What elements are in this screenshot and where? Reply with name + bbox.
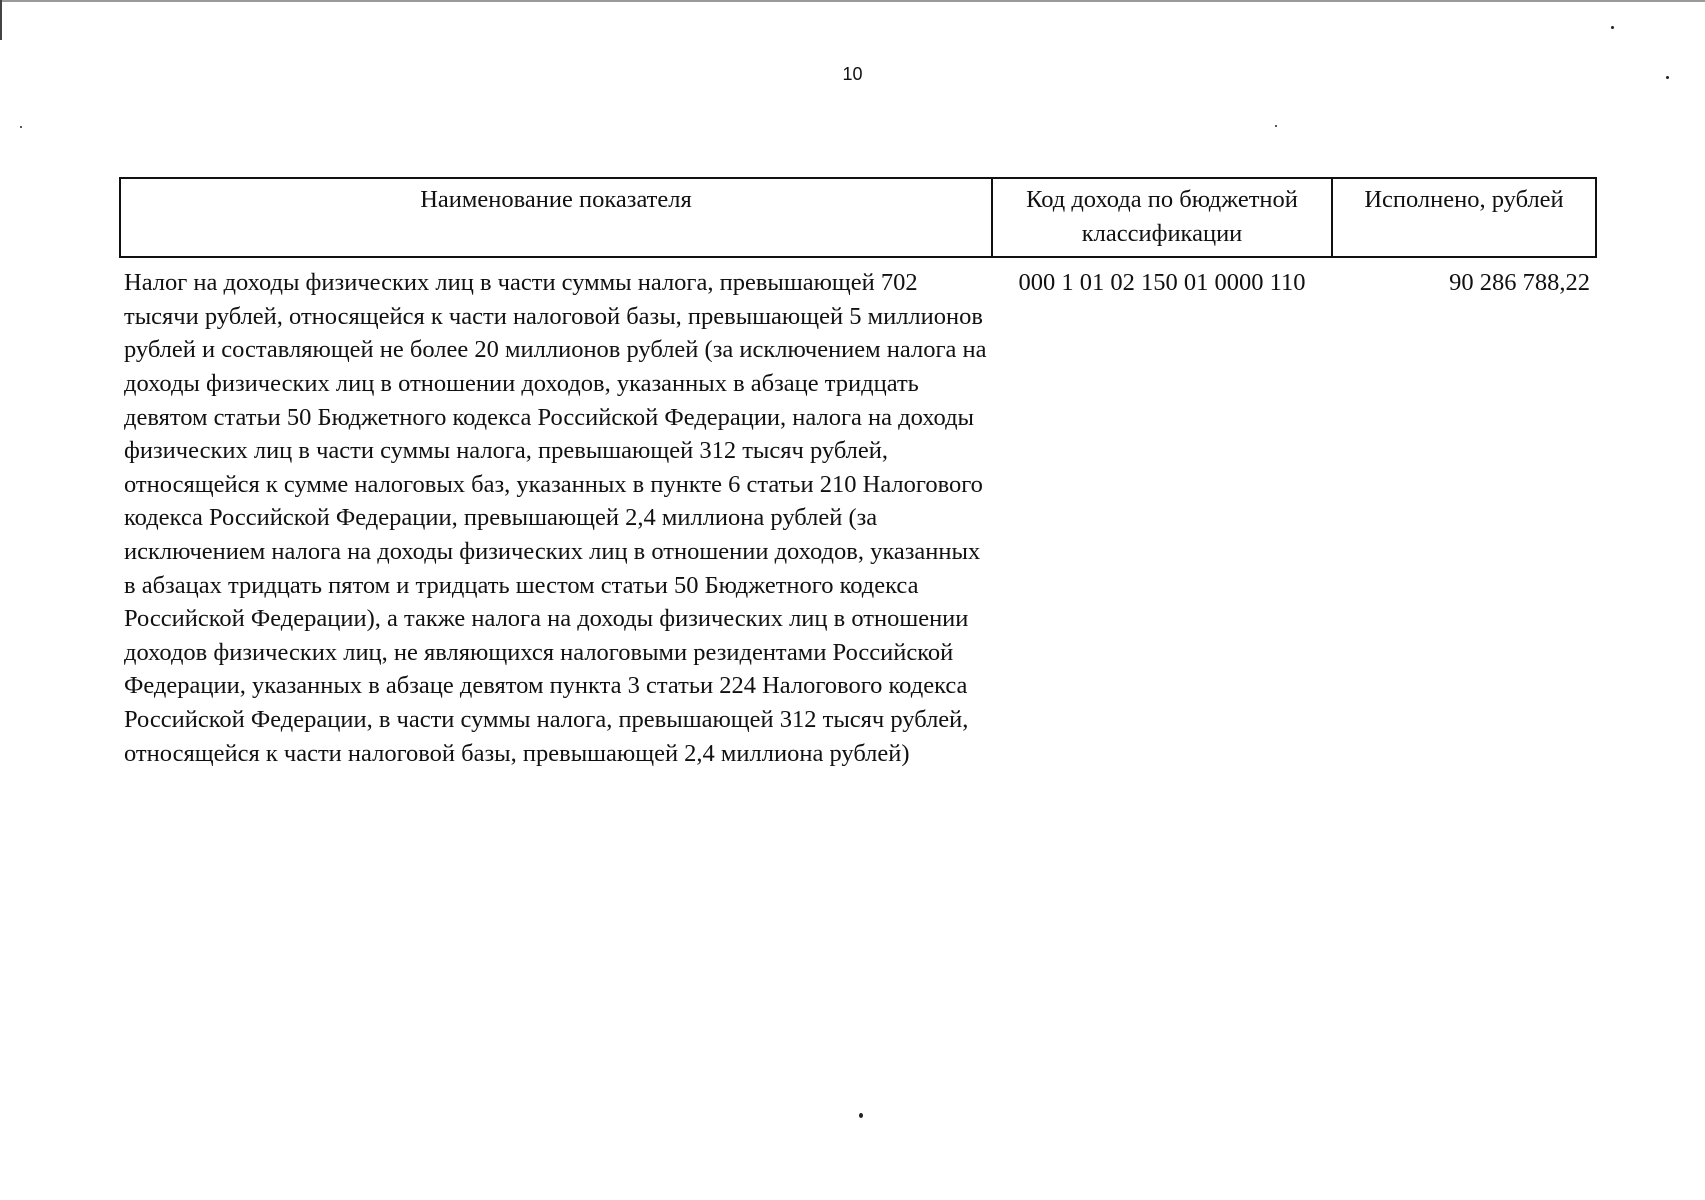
- scan-left-edge: [0, 0, 2, 40]
- header-indicator-name: Наименование показателя: [120, 178, 992, 257]
- scan-top-edge: [0, 0, 1705, 2]
- scan-speck: [1666, 76, 1669, 79]
- cell-budget-code: 000 1 01 02 150 01 0000 110: [1018, 269, 1306, 297]
- header-executed-amount: Исполнено, рублей: [1332, 178, 1596, 257]
- header-row: [120, 178, 1596, 257]
- table-header: [120, 178, 1596, 257]
- scan-speck: [859, 1113, 863, 1118]
- table-body: [120, 257, 1596, 770]
- header-budget-code: Код дохода по бюджетной классификации: [992, 178, 1332, 257]
- revenue-table: [119, 177, 1597, 770]
- scan-speck: [1275, 125, 1277, 127]
- cell-executed-amount: 90 286 788,22: [1449, 269, 1590, 297]
- scan-speck: [20, 126, 22, 128]
- page-number: 10: [842, 64, 863, 84]
- scan-speck: [1611, 26, 1614, 29]
- cell-indicator-name: Налог на доходы физических лиц в части суммы налога, превышающей 702 тысячи рублей, относящейся к части налоговой базы, превышающей 5 миллионов рублей и составляющей не более 20 миллионов рублей (за исключением налога на доходы физических лиц в отношении доходов, указанных в абзаце тридцать девятом статьи 50 Бюджетного кодекса Российской Федерации, налога на доходы физических лиц в части суммы налога, превышающей 312 тысяч рублей, относящейся к сумме налоговых баз, указанных в пункте 6 статьи 210 Налогового кодекса Российской Федерации, превышающей 2,4 миллиона рублей (за исключением налога на доходы физических лиц в отношении доходов, указанных в абзацах тридцать пятом и тридцать шестом статьи 50 Бюджетного кодекса Российской Федерации), а также налога на доходы физических лиц в отношении доходов физических лиц, не являющихся налоговыми резидентами Российской Федерации, указанных в абзаце девятом пункта 3 статьи 224 Налогового кодекса Российской Федерации, в части суммы налога, превышающей 312 тысяч рублей, относящейся к части налоговой базы, превышающей 2,4 миллиона рублей): [124, 269, 987, 767]
- table-row: [120, 257, 1596, 770]
